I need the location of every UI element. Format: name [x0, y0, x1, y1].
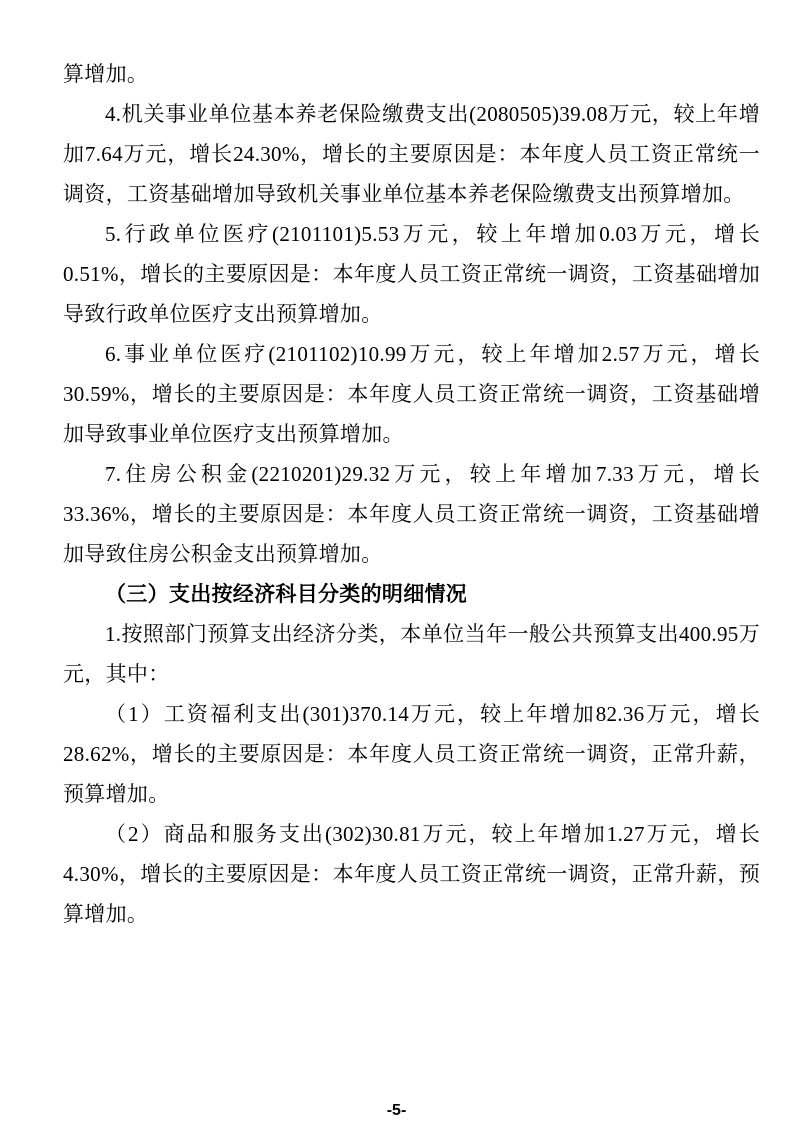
- paragraph: 算增加。: [63, 62, 149, 86]
- paragraph: （1）工资福利支出(301)370.14万元，较上年增加82.36万元，增长28.62%，增长的主要原因是：本年度人员工资正常统一调资，正常升薪，预算增加。: [63, 702, 760, 806]
- section-heading: （三）支出按经济科目分类的明细情况: [105, 582, 468, 606]
- document-body: [63, 54, 760, 934]
- paragraph: 6.事业单位医疗(2101102)10.99万元，较上年增加2.57万元，增长30.59%，增长的主要原因是：本年度人员工资正常统一调资，工资基础增加导致事业单位医疗支出预算增加。: [63, 342, 760, 446]
- paragraph: 4.机关事业单位基本养老保险缴费支出(2080505)39.08万元，较上年增加7.64万元，增长24.30%，增长的主要原因是：本年度人员工资正常统一调资，工资基础增加导致机关事业单位基本养老保险缴费支出预算增加。: [63, 102, 760, 206]
- paragraph: 5.行政单位医疗(2101101)5.53万元，较上年增加0.03万元，增长0.51%，增长的主要原因是：本年度人员工资正常统一调资，工资基础增加导致行政单位医疗支出预算增加。: [63, 222, 760, 326]
- paragraph: （2）商品和服务支出(302)30.81万元，较上年增加1.27万元，增长4.30%，增长的主要原因是：本年度人员工资正常统一调资，正常升薪，预算增加。: [63, 822, 760, 926]
- paragraph: 1.按照部门预算支出经济分类，本单位当年一般公共预算支出400.95万元，其中：: [63, 622, 760, 686]
- paragraph: 7.住房公积金(2210201)29.32万元，较上年增加7.33万元，增长33.36%，增长的主要原因是：本年度人员工资正常统一调资，工资基础增加导致住房公积金支出预算增加。: [63, 462, 760, 566]
- page-number: -5-: [386, 1102, 407, 1119]
